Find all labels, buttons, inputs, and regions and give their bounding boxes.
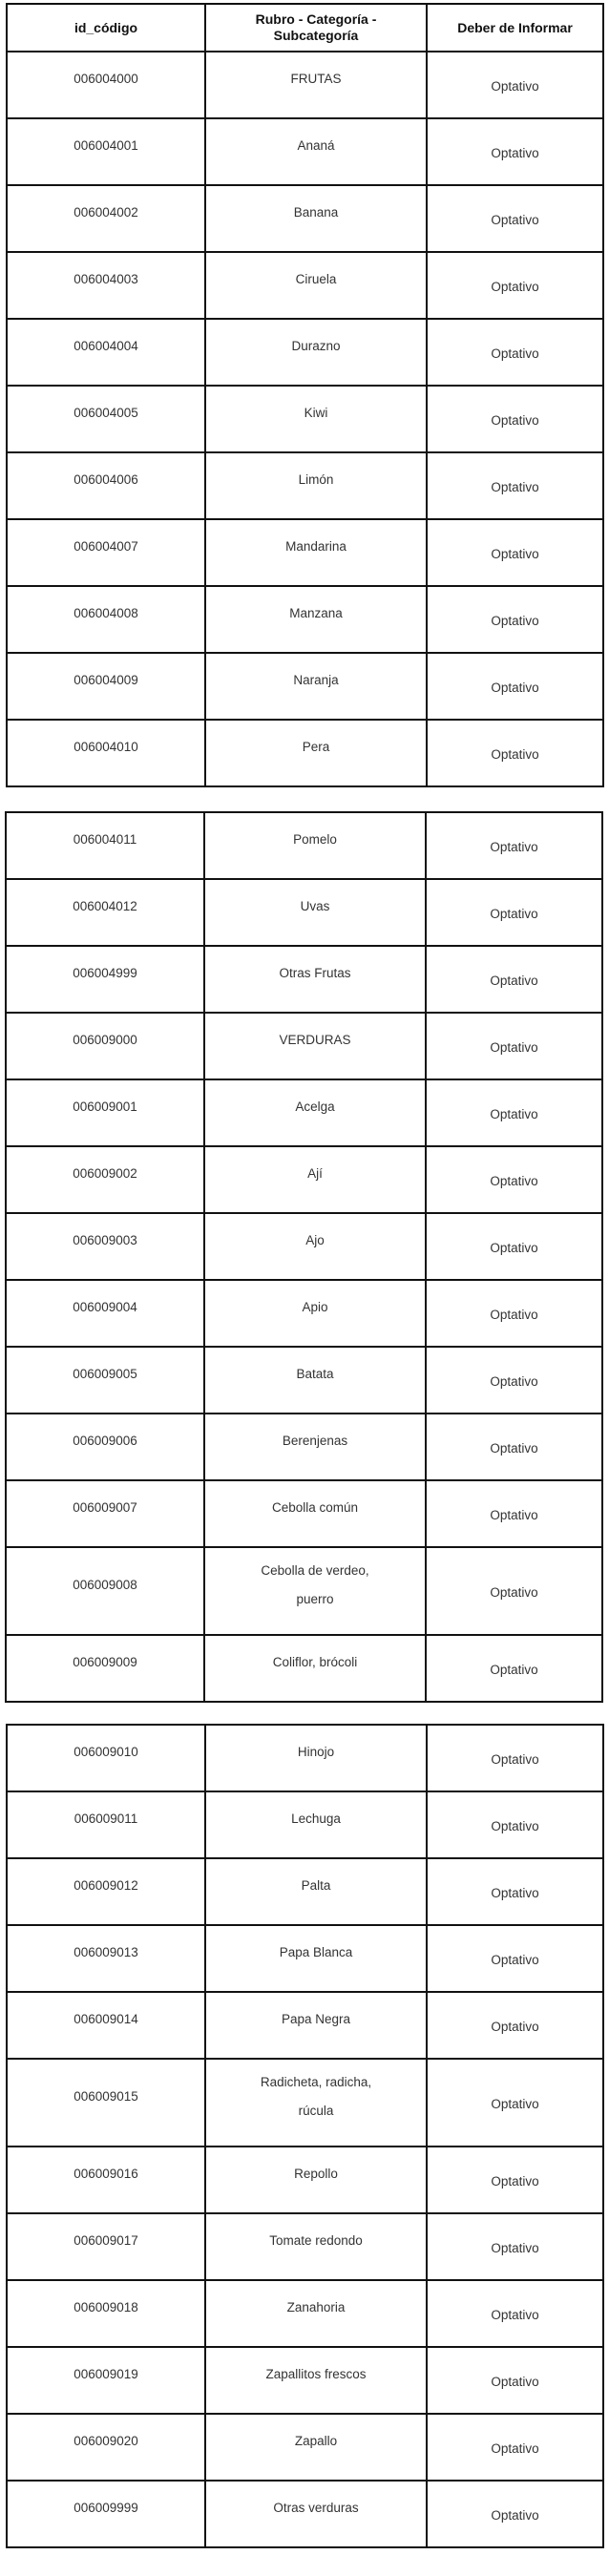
cell-deber-informar	[427, 1992, 603, 2059]
table-row	[6, 1213, 602, 1280]
cell-deber-informar	[426, 1213, 602, 1280]
cell-id-codigo	[7, 452, 205, 519]
cell-id-codigo	[6, 1146, 204, 1213]
deber-informar-text: Optativo	[491, 614, 539, 628]
cell-deber-informar	[426, 1280, 602, 1347]
table-row	[7, 319, 603, 386]
table-row	[6, 1013, 602, 1079]
cell-deber-informar	[426, 1347, 602, 1414]
rubro-text: Pera	[302, 740, 330, 754]
cell-id-codigo	[6, 1079, 204, 1146]
deber-informar-text: Optativo	[491, 2097, 539, 2111]
cell-rubro	[204, 879, 426, 946]
deber-informar-text: Optativo	[491, 2441, 539, 2456]
table-row	[6, 1280, 602, 1347]
id-codigo-text: 006004007	[74, 539, 138, 554]
cell-deber-informar	[427, 386, 603, 452]
cell-id-codigo	[7, 2213, 205, 2280]
cell-deber-informar	[427, 52, 603, 118]
deber-informar-text: Optativo	[490, 1040, 538, 1055]
table-row	[6, 1480, 602, 1547]
rubro-text: Naranja	[293, 673, 339, 687]
deber-informar-text: Optativo	[491, 2174, 539, 2189]
table-row	[7, 2347, 603, 2414]
rubro-text: Ají	[307, 1166, 323, 1181]
deber-informar-text: Optativo	[490, 1174, 538, 1188]
deber-informar-text: Optativo	[490, 1241, 538, 1255]
rubro-text: Coliflor, brócoli	[272, 1655, 358, 1669]
id-codigo-text: 006004005	[74, 406, 138, 420]
cell-id-codigo	[7, 118, 205, 185]
cell-deber-informar	[427, 653, 603, 720]
id-codigo-text: 006009019	[74, 2367, 138, 2381]
cell-rubro	[204, 946, 426, 1013]
table-row	[7, 720, 603, 786]
rubro-text: Zapallo	[294, 2434, 338, 2448]
cell-id-codigo	[7, 1992, 205, 2059]
rubro-text-line: Cebolla de verdeo,	[261, 1563, 369, 1578]
cell-deber-informar	[426, 812, 602, 879]
cell-id-codigo	[7, 2414, 205, 2481]
cell-deber-informar	[427, 2414, 603, 2481]
deber-informar-text: Optativo	[491, 2020, 539, 2034]
cell-id-codigo	[6, 946, 204, 1013]
id-codigo-text: 006004012	[73, 899, 137, 913]
id-codigo-text: 006009008	[73, 1578, 137, 1592]
rubro-text: Banana	[293, 205, 339, 220]
cell-deber-informar	[427, 2481, 603, 2547]
table-row	[7, 2280, 603, 2347]
id-codigo-text: 006004004	[74, 339, 138, 353]
cell-deber-informar	[427, 720, 603, 786]
id-codigo-text: 006009012	[74, 1878, 138, 1893]
cell-rubro	[205, 1925, 427, 1992]
id-codigo-text: 006009013	[74, 1945, 138, 1959]
id-codigo-text: 006009002	[73, 1166, 137, 1181]
deber-informar-text: Optativo	[490, 1508, 538, 1522]
cell-deber-informar	[427, 2147, 603, 2213]
deber-informar-text: Optativo	[491, 681, 539, 695]
cell-rubro	[204, 1213, 426, 1280]
deber-informar-text: Optativo	[490, 1107, 538, 1121]
cell-deber-informar	[426, 1635, 602, 1702]
id-codigo-text: 006009006	[73, 1434, 137, 1448]
cell-rubro	[204, 1547, 426, 1635]
table-row	[7, 1925, 603, 1992]
deber-informar-text: Optativo	[491, 2241, 539, 2255]
table-row	[7, 586, 603, 653]
cell-id-codigo	[7, 1858, 205, 1925]
deber-informar-text: Optativo	[491, 79, 539, 94]
rubro-text: Repollo	[294, 2167, 338, 2181]
cell-deber-informar	[427, 519, 603, 586]
cell-id-codigo	[7, 52, 205, 118]
id-codigo-text: 006004000	[74, 72, 138, 86]
deber-informar-text: Optativo	[490, 1308, 538, 1322]
cell-deber-informar	[426, 1414, 602, 1480]
cell-id-codigo	[6, 1635, 204, 1702]
header-deber-informar: Deber de Informar	[427, 4, 603, 52]
header-rubro-line2: Subcategoría	[273, 28, 359, 43]
id-codigo-text: 006004008	[74, 606, 138, 620]
table-row	[7, 386, 603, 452]
cell-id-codigo	[6, 812, 204, 879]
table-segment-1	[6, 3, 604, 787]
cell-rubro	[205, 2280, 427, 2347]
deber-informar-text: Optativo	[490, 907, 538, 921]
cell-rubro	[205, 1725, 427, 1791]
cell-deber-informar	[427, 252, 603, 319]
deber-informar-text: Optativo	[491, 2308, 539, 2322]
cell-id-codigo	[7, 519, 205, 586]
id-codigo-text: 006009000	[73, 1033, 137, 1047]
header-rubro-line1: Rubro - Categoría -	[255, 11, 377, 27]
cell-rubro	[205, 452, 427, 519]
cell-rubro	[204, 1347, 426, 1414]
cell-deber-informar	[427, 586, 603, 653]
cell-deber-informar	[426, 1480, 602, 1547]
deber-informar-text: Optativo	[491, 2508, 539, 2523]
cell-rubro	[204, 812, 426, 879]
product-table-part-2	[5, 811, 603, 1703]
cell-rubro	[205, 586, 427, 653]
table-row	[6, 1146, 602, 1213]
header-row	[7, 4, 603, 52]
deber-informar-text: Optativo	[490, 1374, 538, 1389]
table-row	[7, 2414, 603, 2481]
rubro-text: Ciruela	[295, 272, 337, 286]
deber-informar-text: Optativo	[491, 1819, 539, 1833]
rubro-text: Ajo	[305, 1233, 325, 1247]
cell-rubro	[205, 2213, 427, 2280]
deber-informar-text: Optativo	[491, 1953, 539, 1967]
rubro-text: Batata	[296, 1367, 334, 1381]
deber-informar-text: Optativo	[491, 747, 539, 762]
header-id-codigo: id_código	[7, 4, 205, 52]
table-row	[7, 1992, 603, 2059]
cell-deber-informar	[427, 1925, 603, 1992]
cell-id-codigo	[7, 1925, 205, 1992]
cell-id-codigo	[7, 386, 205, 452]
table-row	[7, 1858, 603, 1925]
cell-rubro	[205, 185, 427, 252]
cell-deber-informar	[427, 452, 603, 519]
id-codigo-text: 006009015	[74, 2089, 138, 2104]
rubro-text: Apio	[302, 1300, 328, 1314]
cell-id-codigo	[6, 1213, 204, 1280]
deber-informar-text: Optativo	[491, 146, 539, 160]
rubro-text: Zapallitos frescos	[265, 2367, 367, 2381]
deber-informar-text: Optativo	[490, 974, 538, 988]
cell-id-codigo	[6, 1480, 204, 1547]
deber-informar-text: Optativo	[490, 840, 538, 854]
id-codigo-text: 006004002	[74, 205, 138, 220]
cell-id-codigo	[6, 879, 204, 946]
cell-id-codigo	[6, 1347, 204, 1414]
cell-id-codigo	[7, 2481, 205, 2547]
cell-rubro	[204, 1414, 426, 1480]
cell-rubro	[204, 1013, 426, 1079]
rubro-text: Ananá	[297, 138, 335, 153]
cell-id-codigo	[7, 653, 205, 720]
table-row	[7, 2147, 603, 2213]
table-row	[7, 118, 603, 185]
id-codigo-text: 006009011	[74, 1812, 138, 1826]
cell-rubro	[204, 1079, 426, 1146]
table-row	[6, 946, 602, 1013]
cell-deber-informar	[427, 1791, 603, 1858]
deber-informar-text: Optativo	[491, 480, 539, 494]
id-codigo-text: 006004999	[73, 966, 137, 980]
rubro-text-line: Radicheta, radicha,	[260, 2075, 372, 2089]
table-row	[7, 653, 603, 720]
table-segment-3	[6, 1724, 604, 2548]
cell-id-codigo	[7, 185, 205, 252]
table-row	[7, 519, 603, 586]
cell-rubro	[205, 2059, 427, 2147]
cell-deber-informar	[426, 1079, 602, 1146]
table-row	[7, 2481, 603, 2547]
cell-deber-informar	[427, 1725, 603, 1791]
cell-id-codigo	[7, 2147, 205, 2213]
table-row	[7, 185, 603, 252]
rubro-text: Uvas	[300, 899, 330, 913]
cell-rubro	[205, 1791, 427, 1858]
rubro-text: VERDURAS	[279, 1033, 351, 1047]
deber-informar-text: Optativo	[490, 1585, 538, 1600]
cell-rubro	[204, 1480, 426, 1547]
id-codigo-text: 006009017	[74, 2233, 138, 2248]
cell-rubro	[205, 386, 427, 452]
cell-id-codigo	[6, 1547, 204, 1635]
cell-deber-informar	[427, 118, 603, 185]
table-row	[6, 879, 602, 946]
deber-informar-text: Optativo	[491, 413, 539, 428]
cell-id-codigo	[7, 2059, 205, 2147]
table-row	[7, 452, 603, 519]
id-codigo-text: 006009005	[73, 1367, 137, 1381]
id-codigo-text: 006009020	[74, 2434, 138, 2448]
cell-rubro	[204, 1635, 426, 1702]
cell-deber-informar	[426, 1547, 602, 1635]
rubro-text: Mandarina	[285, 539, 346, 554]
id-codigo-text: 006004001	[74, 138, 138, 153]
cell-rubro	[205, 118, 427, 185]
table-segment-2	[5, 811, 603, 1703]
cell-rubro	[205, 2481, 427, 2547]
cell-rubro	[205, 2147, 427, 2213]
cell-deber-informar	[427, 2059, 603, 2147]
cell-deber-informar	[427, 185, 603, 252]
table-row	[6, 1347, 602, 1414]
cell-id-codigo	[7, 720, 205, 786]
rubro-text: Papa Blanca	[279, 1945, 353, 1959]
rubro-text: Kiwi	[304, 406, 328, 420]
table-row	[7, 1725, 603, 1791]
deber-informar-text: Optativo	[491, 1886, 539, 1900]
rubro-text: Otras Frutas	[279, 966, 351, 980]
rubro-text: Zanahoria	[286, 2300, 346, 2314]
cell-id-codigo	[6, 1013, 204, 1079]
rubro-text: Palta	[301, 1878, 331, 1893]
product-table-part-1	[6, 3, 604, 787]
rubro-text: Papa Negra	[281, 2012, 351, 2026]
cell-id-codigo	[6, 1414, 204, 1480]
id-codigo-text: 006004009	[74, 673, 138, 687]
id-codigo-text: 006009999	[74, 2501, 138, 2515]
cell-id-codigo	[7, 252, 205, 319]
cell-deber-informar	[426, 1146, 602, 1213]
cell-rubro	[205, 1858, 427, 1925]
cell-rubro	[205, 653, 427, 720]
table-row	[7, 2213, 603, 2280]
rubro-text: Tomate redondo	[269, 2233, 363, 2248]
cell-deber-informar	[427, 2347, 603, 2414]
cell-id-codigo	[6, 1280, 204, 1347]
deber-informar-text: Optativo	[491, 213, 539, 227]
id-codigo-text: 006009003	[73, 1233, 137, 1247]
id-codigo-text: 006009016	[74, 2167, 138, 2181]
rubro-text: Berenjenas	[282, 1434, 348, 1448]
id-codigo-text: 006009014	[74, 2012, 138, 2026]
deber-informar-text: Optativo	[491, 1752, 539, 1767]
cell-rubro	[205, 319, 427, 386]
cell-rubro	[205, 2414, 427, 2481]
rubro-text: Otras verduras	[273, 2501, 359, 2515]
id-codigo-text: 006004006	[74, 472, 138, 487]
deber-informar-text: Optativo	[491, 2375, 539, 2389]
table-row	[7, 2059, 603, 2147]
id-codigo-text: 006009018	[74, 2300, 138, 2314]
cell-deber-informar	[426, 1013, 602, 1079]
cell-id-codigo	[7, 319, 205, 386]
cell-rubro	[205, 2347, 427, 2414]
id-codigo-text: 006004011	[73, 832, 137, 847]
id-codigo-text: 006009001	[73, 1100, 137, 1114]
rubro-text: Pomelo	[293, 832, 337, 847]
rubro-text: Manzana	[289, 606, 343, 620]
cell-deber-informar	[427, 1858, 603, 1925]
id-codigo-text: 006009004	[73, 1300, 137, 1314]
cell-rubro	[204, 1146, 426, 1213]
table-row	[6, 1079, 602, 1146]
id-codigo-text: 006004003	[74, 272, 138, 286]
rubro-text-line: puerro	[296, 1592, 334, 1606]
cell-id-codigo	[7, 1725, 205, 1791]
cell-rubro	[205, 519, 427, 586]
cell-rubro	[205, 1992, 427, 2059]
rubro-text: Limón	[298, 472, 334, 487]
cell-deber-informar	[426, 879, 602, 946]
id-codigo-text: 006009007	[73, 1500, 137, 1515]
table-row	[6, 1414, 602, 1480]
cell-rubro	[205, 720, 427, 786]
cell-rubro	[205, 252, 427, 319]
cell-id-codigo	[7, 2347, 205, 2414]
cell-id-codigo	[7, 2280, 205, 2347]
deber-informar-text: Optativo	[491, 547, 539, 561]
rubro-text: FRUTAS	[290, 72, 342, 86]
rubro-text: Lechuga	[291, 1812, 341, 1826]
table-row	[7, 52, 603, 118]
rubro-text: Cebolla común	[271, 1500, 359, 1515]
table-row	[6, 812, 602, 879]
table-row	[6, 1547, 602, 1635]
cell-deber-informar	[427, 2213, 603, 2280]
id-codigo-text: 006009009	[73, 1655, 137, 1669]
rubro-text: Acelga	[295, 1100, 335, 1114]
rubro-text: Durazno	[291, 339, 341, 353]
deber-informar-text: Optativo	[491, 280, 539, 294]
rubro-text-line: rúcula	[298, 2104, 334, 2118]
header-rubro	[205, 4, 427, 52]
cell-rubro	[204, 1280, 426, 1347]
cell-deber-informar	[426, 946, 602, 1013]
id-codigo-text: 006004010	[74, 740, 138, 754]
cell-id-codigo	[7, 586, 205, 653]
id-codigo-text: 006009010	[74, 1745, 138, 1759]
deber-informar-text: Optativo	[490, 1663, 538, 1677]
table-row	[6, 1635, 602, 1702]
product-table-part-3	[6, 1724, 604, 2548]
rubro-text: Hinojo	[297, 1745, 335, 1759]
table-row	[7, 1791, 603, 1858]
cell-deber-informar	[427, 2280, 603, 2347]
cell-deber-informar	[427, 319, 603, 386]
deber-informar-text: Optativo	[490, 1441, 538, 1456]
table-row	[7, 252, 603, 319]
deber-informar-text: Optativo	[491, 346, 539, 361]
cell-rubro	[205, 52, 427, 118]
cell-id-codigo	[7, 1791, 205, 1858]
